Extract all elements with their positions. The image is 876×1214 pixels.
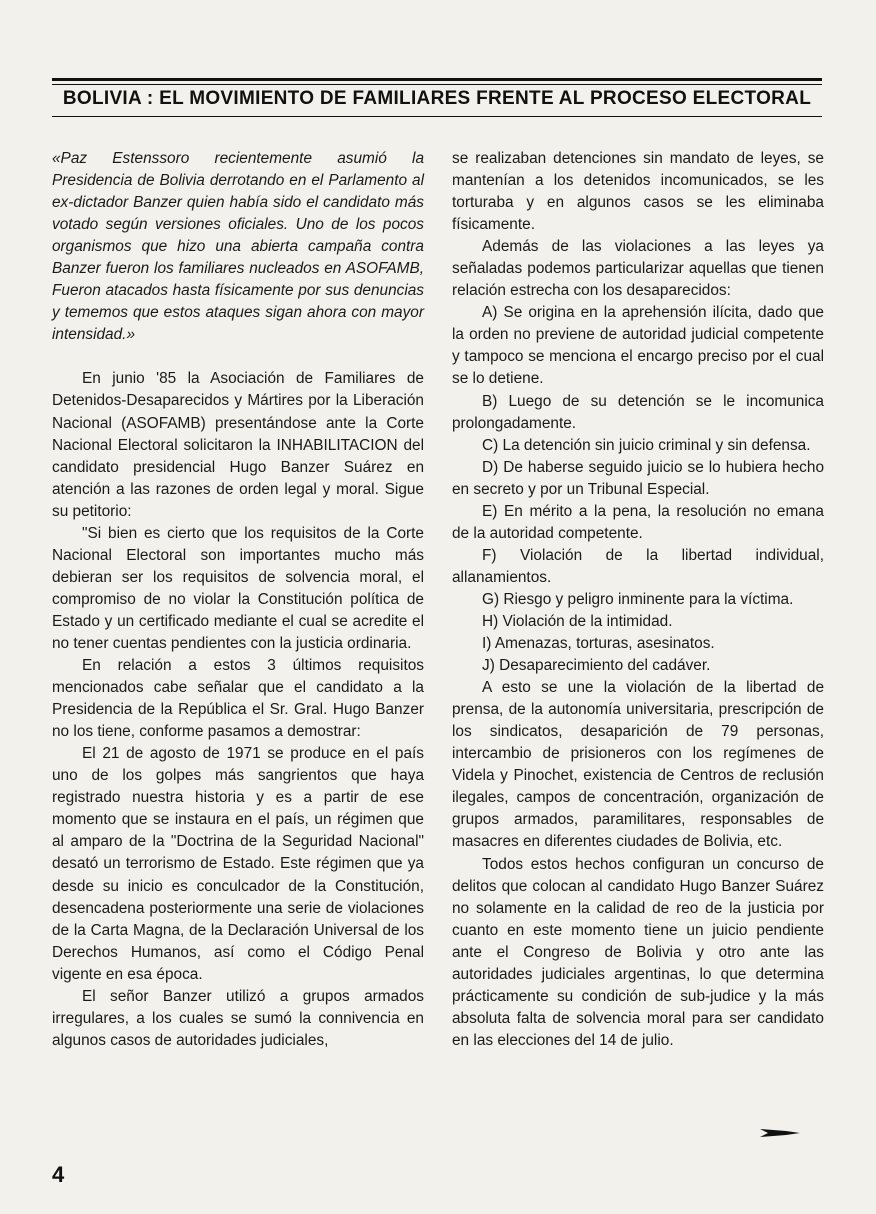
list-item: E) En mérito a la pena, la resolución no emana de la autoridad competente. bbox=[452, 502, 824, 542]
header-rule-bottom bbox=[52, 116, 822, 117]
paragraph: El señor Banzer utilizó a grupos armados irregulares, a los cuales se sumó la connivencia en algunos casos de autoridades judiciales, bbox=[52, 987, 424, 1049]
left-column bbox=[52, 148, 424, 1052]
list-item: G) Riesgo y peligro inminente para la víctima. bbox=[482, 590, 794, 608]
paragraph: se realizaban detenciones sin mandato de leyes, se mantenían a los detenidos incomunicados, se les torturaba y en algunos casos se les eliminaba físicamente. bbox=[452, 150, 824, 234]
paragraph: Además de las violaciones a las leyes ya señaladas podemos particularizar aquellas que tienen relación estrecha con los desaparecidos: bbox=[452, 238, 824, 300]
paragraph: "Si bien es cierto que los requisitos de la Corte Nacional Electoral son importantes mucho más debieran ser los requisitos de solvencia moral, el compromiso de no violar la Constitución política de Estado y un certificado mediante el cual se acredite el no tener cuentas pendientes con la justicia ordinaria. bbox=[52, 524, 424, 652]
paragraph: Todos estos hechos configuran un concurso de delitos que colocan al candidato Hugo Banzer Suárez no solamente en la calidad de reo de la justicia por cuanto en este momento tiene un juicio pendiente ante el Congreso de Bolivia y otro ante las autoridades judiciales argentinas, lo que determina prácticamente su condición de sub-judice y la más absoluta falta de solvencia moral para ser candidato en las elecciones del 14 de julio. bbox=[452, 855, 824, 1049]
header-rule-top-thin bbox=[52, 84, 822, 85]
list-item: J) Desaparecimiento del cadáver. bbox=[482, 657, 711, 675]
list-item: H) Violación de la intimidad. bbox=[482, 612, 673, 630]
list-item: I) Amenazas, torturas, asesinatos. bbox=[482, 635, 715, 653]
page-number: 4 bbox=[52, 1162, 65, 1187]
list-item: D) De haberse seguido juicio se lo hubiera hecho en secreto y por un Tribunal Especial. bbox=[452, 458, 824, 498]
paragraph: A esto se une la violación de la libertad de prensa, de la autonomía universitaria, prescripción de los sindicatos, desaparición de 79 personas, intercambio de prisioneros con los regímenes de Videla y Pinochet, existencia de Centros de reclusión ilegales, campos de concentración, organización de grupos armados, paramilitares, responsables de masacres en diferentes ciudades de Bolivia, etc. bbox=[452, 679, 824, 851]
article-title: BOLIVIA : EL MOVIMIENTO DE FAMILIARES FRENTE AL PROCESO ELECTORAL bbox=[62, 88, 812, 109]
right-arrow-icon bbox=[760, 1126, 800, 1140]
intro-quote: «Paz Estenssoro recientemente asumió la Presidencia de Bolivia derrotando en el Parlamento al ex-dictador Banzer quien había sido el candidato más votado según versiones oficiales. Uno de los pocos organismos que hizo una abierta campaña contra Banzer fueron los familiares nucleados en ASOFAMB, Fueron atacados hasta físicamente por sus denuncias y tememos que estos ataques sigan ahora con mayor intensidad.» bbox=[52, 150, 424, 344]
header-rule-top bbox=[52, 78, 822, 81]
paragraph: El 21 de agosto de 1971 se produce en el país uno de los golpes más sangrientos que haya registrado nuestra historia y es a partir de ese momento que se instaura en el país, un régimen que al amparo de la "Doctrina de la Seguridad Nacional" desató un terrorismo de Estado. Este régimen que ya desde su inicio es conculcador de la Constitución, desencadena posteriormente una serie de violaciones de la Carta Magna, de la Declaración Universal de los Derechos Humanos, así como el Código Penal vigente en esa época. bbox=[52, 745, 424, 983]
list-item: C) La detención sin juicio criminal y sin defensa. bbox=[482, 436, 811, 454]
list-item: F) Violación de la libertad individual, allanamientos. bbox=[452, 546, 824, 586]
list-item: B) Luego de su detención se le incomunica prolongadamente. bbox=[452, 392, 824, 432]
paragraph: En relación a estos 3 últimos requisitos mencionados cabe señalar que el candidato a la Presidencia de la República el Sr. Gral. Hugo Banzer no los tiene, conforme pasamos a demostrar: bbox=[52, 657, 424, 741]
list-item: A) Se origina en la aprehensión ilícita, dado que la orden no previene de autoridad judicial competente y tampoco se menciona el encargo preciso por el cual se lo detiene. bbox=[452, 304, 824, 388]
paragraph: En junio '85 la Asociación de Familiares de Detenidos-Desaparecidos y Mártires por la Liberación Nacional (ASOFAMB) presentándose ante la Corte Nacional Electoral solicitaron la INHABILITACION del candidato presidencial Hugo Banzer Suárez en atención a las razones de orden legal y moral. Sigue su petitorio: bbox=[52, 370, 424, 520]
right-column bbox=[452, 148, 824, 1052]
